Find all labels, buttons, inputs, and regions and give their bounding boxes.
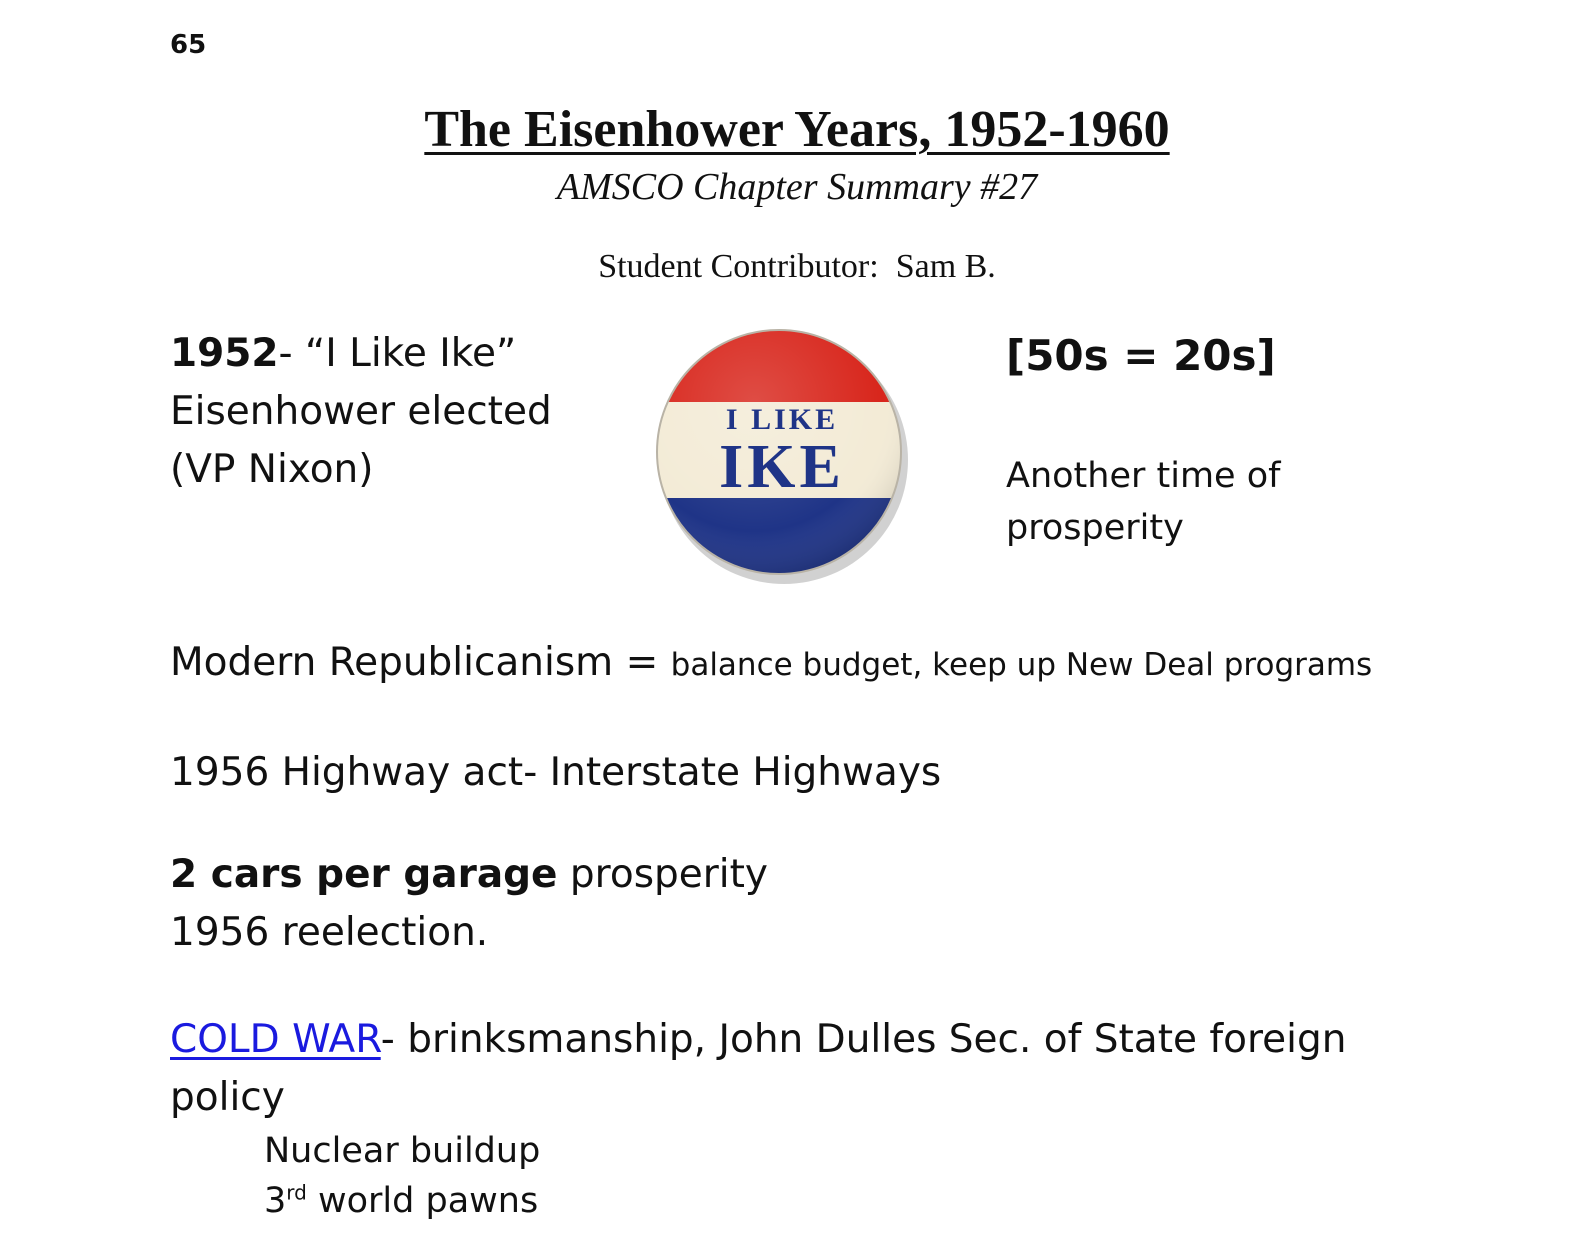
eisenhower-elected: Eisenhower elected bbox=[170, 389, 552, 434]
button-text-i-like: I LIKE bbox=[725, 403, 839, 436]
highway-act: 1956 Highway act- Interstate Highways bbox=[170, 750, 942, 795]
prosperity-note bbox=[1006, 450, 1280, 554]
modern-desc: balance budget, keep up New Deal programs bbox=[670, 647, 1373, 683]
fifties-block bbox=[1006, 328, 1280, 554]
modern-term: Modern Republicanism = bbox=[170, 640, 671, 685]
page-number: 65 bbox=[170, 30, 207, 60]
cold-war-desc: - brinksmanship, John Dulles Sec. of State foreign policy bbox=[170, 1017, 1347, 1120]
button-text-ike: IKE bbox=[719, 433, 845, 501]
vp-nixon: (VP Nixon) bbox=[170, 447, 374, 492]
slogan-line bbox=[170, 325, 552, 383]
cold-war-subitems bbox=[264, 1126, 540, 1226]
cars-block bbox=[170, 846, 768, 962]
reelection-line: 1956 reelection. bbox=[170, 910, 489, 955]
cars-bold: 2 cars per garage bbox=[170, 852, 558, 897]
fifties-twenties-heading: [50s = 20s] bbox=[1006, 331, 1276, 380]
i-like-ike-button-image bbox=[654, 322, 908, 588]
election-1952-block bbox=[170, 325, 552, 499]
cold-war-block bbox=[170, 1011, 1430, 1127]
list-item: Nuclear buildup bbox=[264, 1131, 541, 1171]
year-1952: 1952 bbox=[170, 331, 279, 376]
modern-republicanism bbox=[170, 634, 1372, 694]
page-title: The Eisenhower Years, 1952-1960 bbox=[424, 101, 1170, 158]
prosperity-line-2: prosperity bbox=[1006, 508, 1184, 548]
cars-rest: prosperity bbox=[557, 852, 769, 897]
header bbox=[0, 98, 1594, 288]
prosperity-line-1: Another time of bbox=[1006, 456, 1281, 496]
cold-war-link[interactable]: COLD WAR bbox=[170, 1017, 381, 1062]
page-subtitle: AMSCO Chapter Summary #27 bbox=[556, 166, 1038, 208]
contributor: Student Contributor: Sam B. bbox=[598, 248, 996, 285]
campaign-button-icon bbox=[654, 322, 908, 588]
list-item-third-world: 3rd world pawns bbox=[264, 1180, 539, 1221]
slogan: - “I Like Ike” bbox=[278, 331, 517, 376]
cars-line bbox=[170, 846, 768, 904]
